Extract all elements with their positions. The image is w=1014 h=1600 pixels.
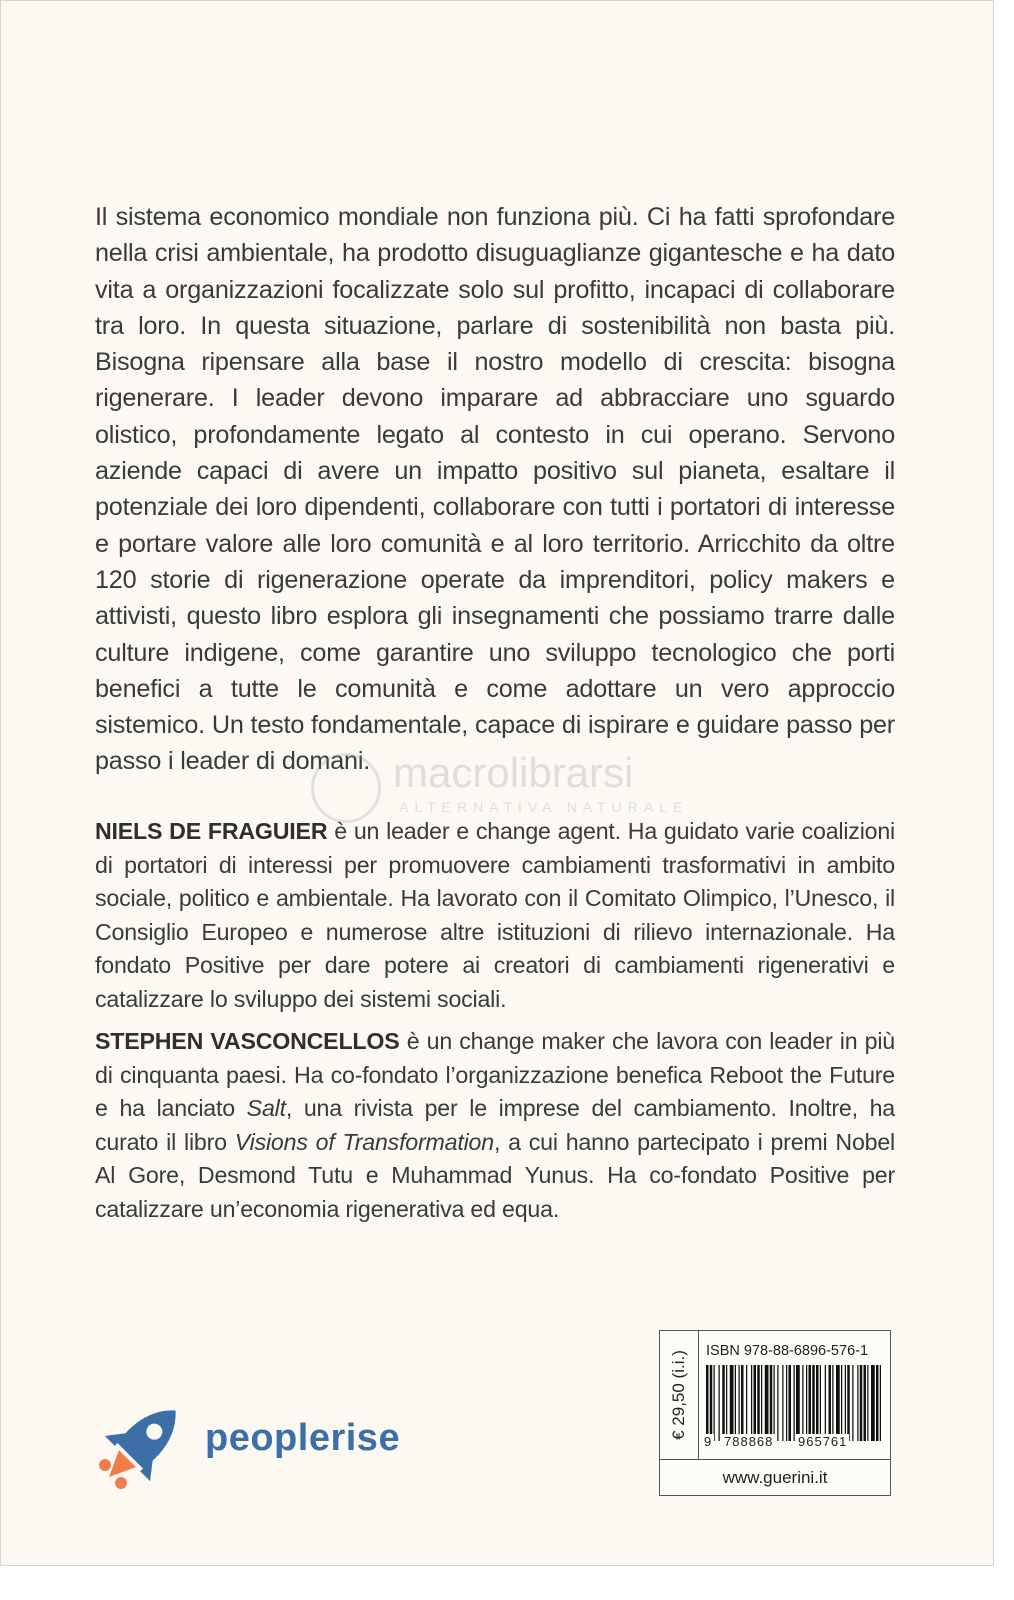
- rocket-icon: [91, 1391, 195, 1495]
- barcode-digits-right: 965761: [798, 1434, 848, 1449]
- publisher-website: www.guerini.it: [660, 1459, 890, 1496]
- watermark-subtext: ALTERNATIVA NATURALE: [399, 799, 689, 815]
- book-title: Visions of Transformation: [234, 1128, 494, 1155]
- author-bio-2-text-a: è un change maker che lavora con leader in più di cinquanta paesi. Ha co-fondato l’organizzazione benefica Reboot the Future e ha lanciato: [95, 1028, 896, 1122]
- price-label: [660, 1331, 699, 1459]
- barcode-digits-left: 788868: [724, 1434, 774, 1449]
- barcode-box: [659, 1330, 891, 1496]
- watermark-text: macrolibrarsi: [393, 749, 634, 796]
- price-text: € 29,50 (i.i.): [669, 1350, 688, 1440]
- publisher-name: peoplerise: [205, 1417, 401, 1459]
- barcode-icon: [704, 1365, 882, 1441]
- author-bio-1-text: è un leader e change agent. Ha guidato varie coalizioni di portatori di interessi per promuovere cambiamenti trasformativi in ambito sociale, politico e ambientale. Ha lavorato con il Comitato Olimpico, l’Unesco, il Consiglio Europeo e numerose altre istituzioni di rilievo internazionale. Ha fondato Positive per dare potere ai creatori di cambiamenti rigenerativi e catalizzare lo sviluppo dei sistemi sociali.: [95, 818, 895, 1012]
- author-bio-2-text-b: , una rivista per le imprese del cambiamento. Inoltre, ha curato il libro: [95, 1095, 895, 1155]
- isbn-label: ISBN 978-88-6896-576-1: [706, 1343, 869, 1359]
- author-bio-1: [95, 815, 895, 1017]
- magazine-title: Salt: [246, 1095, 286, 1122]
- book-blurb: Il sistema economico mondiale non funziona più. Ci ha fatti sprofondare nella crisi ambientale, ha prodotto disuguaglianze gigantesche e ha dato vita a organizzazioni focalizzate solo sul profitto, incapaci di collaborare tra loro. In questa situazione, parlare di sostenibilità non basta più. Bisogna ripensare alla base il nostro modello di crescita: bisogna rigenerare. I leader devono imparare ad abbracciare uno sguardo olistico, profondamente legato al contesto in cui operano. Servono aziende capaci di avere un impatto positivo sul pianeta, esaltare il potenziale dei loro dipendenti, collaborare con tutti i portatori di interesse e portare valore alle loro comunità e al loro territorio. Arricchito da oltre 120 storie di rigenerazione operate da imprenditori, policy makers e attivisti, questo libro esplora gli insegnamenti che possiamo trarre dalle culture indigene, come garantire uno sviluppo tecnologico che porti benefici a tutte le comunità e come adottare un vero approccio sistemico. Un testo fondamentale, capace di ispirare e guidare passo per passo i leader di domani.: [95, 203, 895, 776]
- author-name-2: STEPHEN VASCONCELLOS: [95, 1028, 400, 1054]
- publisher-logo: [91, 1391, 451, 1501]
- author-bio-2: [95, 1025, 895, 1227]
- author-bio-2-text-c: , a cui hanno partecipato i premi Nobel Al Gore, Desmond Tutu e Muhammad Yunus. Ha co-fondato Positive per catalizzare un’economia rigenerativa ed equa.: [95, 1128, 895, 1222]
- author-name-1: NIELS DE FRAGUIER: [95, 818, 328, 844]
- barcode-digit-first: 9: [704, 1434, 713, 1449]
